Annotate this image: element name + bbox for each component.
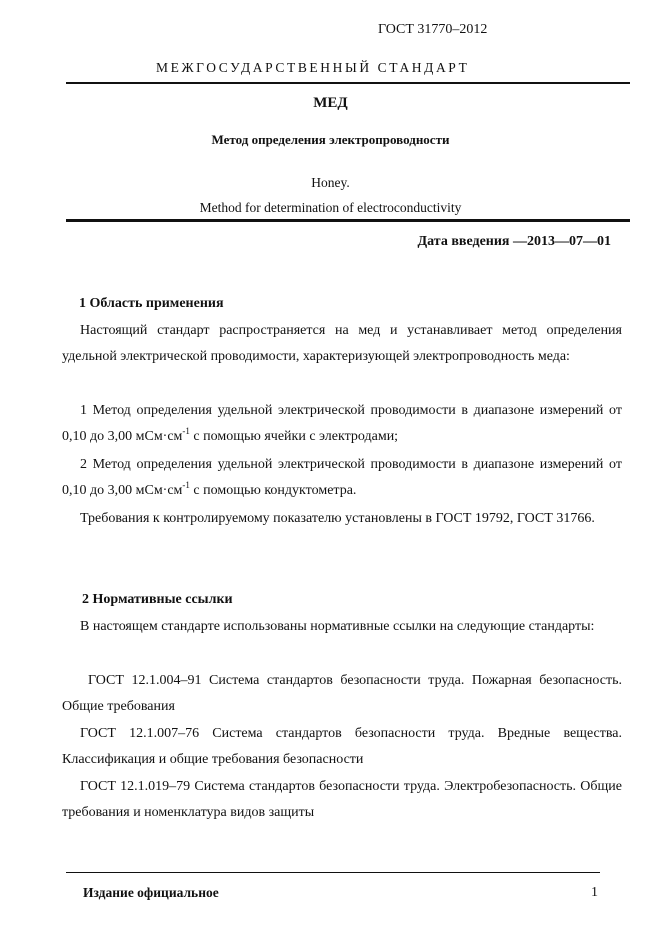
section-2-heading: 2 Нормативные ссылки	[82, 592, 233, 607]
effective-date: Дата введения —2013—07—01	[417, 234, 611, 249]
reference-2	[62, 721, 622, 773]
reference-3-text: ГОСТ 12.1.019–79 Система стандартов безопасности труда. Электробезопасность. Общие требования и номенклатура видов защиты	[62, 779, 622, 820]
footer-divider	[66, 872, 600, 873]
section-2-intro-text: В настоящем стандарте использованы нормативные ссылки на следующие стандарты:	[80, 619, 595, 634]
reference-1-text: ГОСТ 12.1.004–91 Система стандартов безопасности труда. Пожарная безопасность. Общие требования	[62, 673, 622, 714]
section-2-intro	[62, 614, 622, 640]
reference-3	[62, 774, 622, 826]
interstate-standard-label: МЕЖГОСУДАРСТВЕННЫЙ СТАНДАРТ	[156, 60, 470, 75]
top-divider	[66, 82, 630, 84]
method-1-exponent: -1	[182, 426, 190, 436]
english-subtitle: Method for determination of electroconductivity	[199, 200, 462, 215]
method-1-text-end: с помощью ячейки с электродами;	[189, 429, 399, 444]
method-1-text: 1 Метод определения удельной электрической проводимости в диапазоне измерений от 0,10 до 3,00 мСм·см	[62, 403, 622, 444]
section-1-requirements	[62, 506, 622, 532]
section-1-paragraph-1-text: Настоящий стандарт распространяется на мед и устанавливает метод определения удельной электрической проводимости, характеризующей электропроводность меда:	[62, 323, 622, 364]
document-subtitle: Метод определения электропроводности	[211, 132, 450, 147]
section-1-paragraph-1	[62, 318, 622, 370]
reference-1	[62, 668, 622, 720]
requirements-text: Требования к контролируемому показателю установлены в ГОСТ 19792, ГОСТ 31766.	[80, 511, 595, 526]
official-edition-label: Издание официальное	[83, 885, 219, 900]
method-2-text: 2 Метод определения удельной электрической проводимости в диапазоне измерений от 0,10 до 3,00 мСм·см	[62, 457, 622, 498]
section-1-method-2	[62, 452, 622, 504]
page-number: 1	[591, 885, 598, 900]
document-title: МЕД	[313, 95, 348, 111]
title-divider	[66, 219, 630, 222]
reference-2-text: ГОСТ 12.1.007–76 Система стандартов безопасности труда. Вредные вещества. Классификация и общие требования безопасности	[62, 726, 622, 767]
standard-code: ГОСТ 31770–2012	[378, 22, 488, 37]
method-2-exponent: -1	[182, 480, 190, 490]
english-title: Honey.	[311, 175, 350, 190]
section-1-method-1	[62, 398, 622, 450]
method-2-text-end: с помощью кондуктометра.	[189, 483, 357, 498]
section-1-heading: 1 Область применения	[79, 296, 224, 311]
